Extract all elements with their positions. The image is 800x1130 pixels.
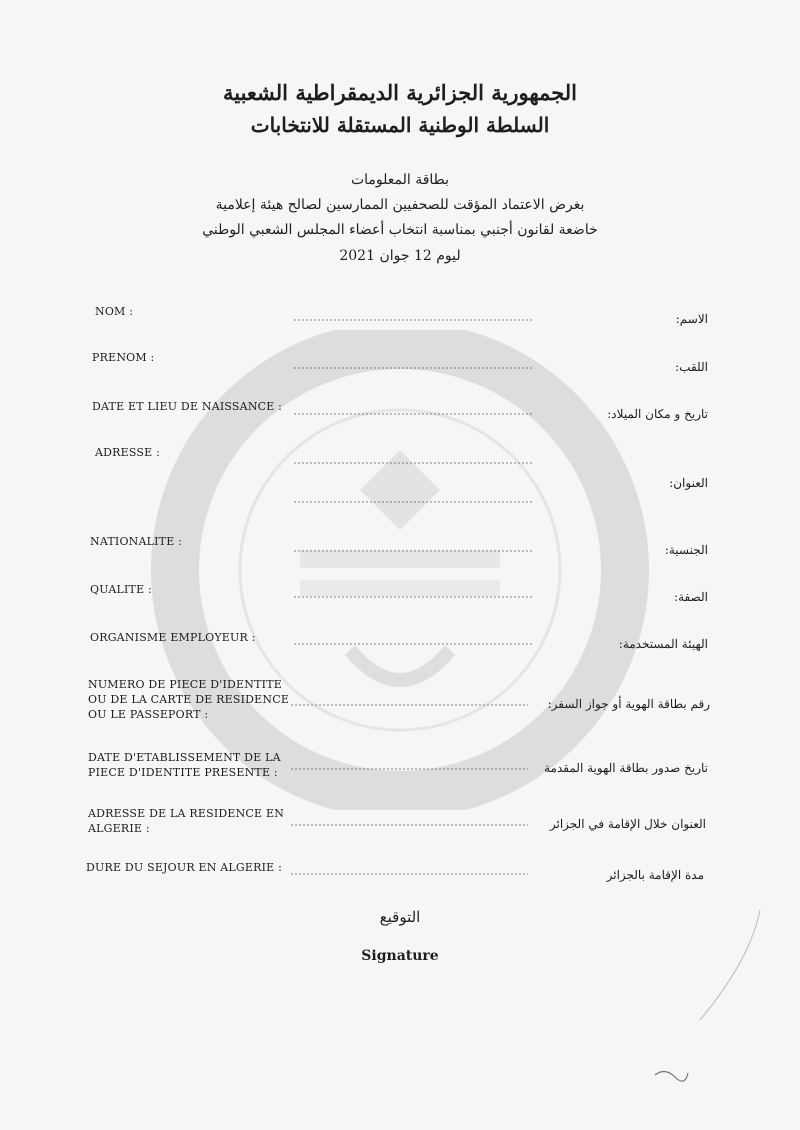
republic-title: الجمهورية الجزائرية الديمقراطية الشعبية xyxy=(222,80,577,105)
field-label-ar-id-date: تاريخ صدور بطاقة الهوية المقدمة xyxy=(544,761,708,775)
subject-line: خاضعة لقانون أجنبي بمناسبة انتخاب أعضاء المجلس الشعبي الوطني xyxy=(202,222,598,238)
field-label-ar-address: العنوان: xyxy=(669,476,708,490)
authority-title: السلطة الوطنية المستقلة للانتخابات xyxy=(250,113,550,137)
field-label-ar-birth: تاريخ و مكان الميلاد: xyxy=(607,407,708,421)
scan-speck xyxy=(650,1065,690,1085)
field-label-ar-nationality: الجنسية: xyxy=(664,543,708,557)
signature-label-ar: التوقيع xyxy=(379,908,421,926)
field-line-address-2[interactable] xyxy=(293,501,533,503)
signature-label-fr[interactable]: Signature xyxy=(361,948,439,964)
field-label-fr-birth: DATE ET LIEU DE NAISSANCE : xyxy=(92,400,283,413)
field-label-fr-prenom: PRENOM : xyxy=(92,351,155,364)
field-label-ar-quality: الصفة: xyxy=(674,590,708,604)
field-label-ar-nom: الاسم: xyxy=(675,312,708,326)
field-label-ar-prenom: اللقب: xyxy=(675,360,708,374)
field-label-fr-id-date: DATE D'ETABLISSEMENT DE LA PIECE D'IDENTITE PRESENTE : xyxy=(88,751,281,779)
field-label-fr-employer: ORGANISME EMPLOYEUR : xyxy=(90,631,256,644)
field-label-fr-quality: QUALITE : xyxy=(90,583,152,596)
purpose-line: بغرض الاعتماد المؤقت للصحفيين الممارسين لصالح هيئة إعلامية xyxy=(215,197,585,213)
field-label-fr-stay: DURE DU SEJOUR EN ALGERIE : xyxy=(86,861,283,874)
field-label-fr-residence: ADRESSE DE LA RESIDENCE EN ALGERIE : xyxy=(88,807,285,835)
field-label-fr-nationality: NATIONALITE : xyxy=(90,535,183,548)
card-title: بطاقة المعلومات xyxy=(350,172,450,188)
field-label-ar-stay: مدة الإقامة بالجزائر xyxy=(606,868,704,882)
field-label-fr-address: ADRESSE : xyxy=(95,446,160,459)
field-line-address-1[interactable] xyxy=(293,462,533,464)
field-label-ar-employer: الهيئة المستخدمة: xyxy=(618,637,708,651)
field-label-fr-id-number: NUMERO DE PIECE D'IDENTITE OU DE LA CARTE DE RESIDENCE OU LE PASSEPORT : xyxy=(88,678,290,721)
field-label-fr-nom: NOM : xyxy=(95,305,134,318)
field-label-ar-id-number: رقم بطاقة الهوية أو جواز السفر: xyxy=(547,697,710,711)
field-label-ar-residence: العنوان خلال الإقامة في الجزائر xyxy=(549,817,706,831)
election-date: ليوم 12 جوان 2021 xyxy=(339,248,461,264)
